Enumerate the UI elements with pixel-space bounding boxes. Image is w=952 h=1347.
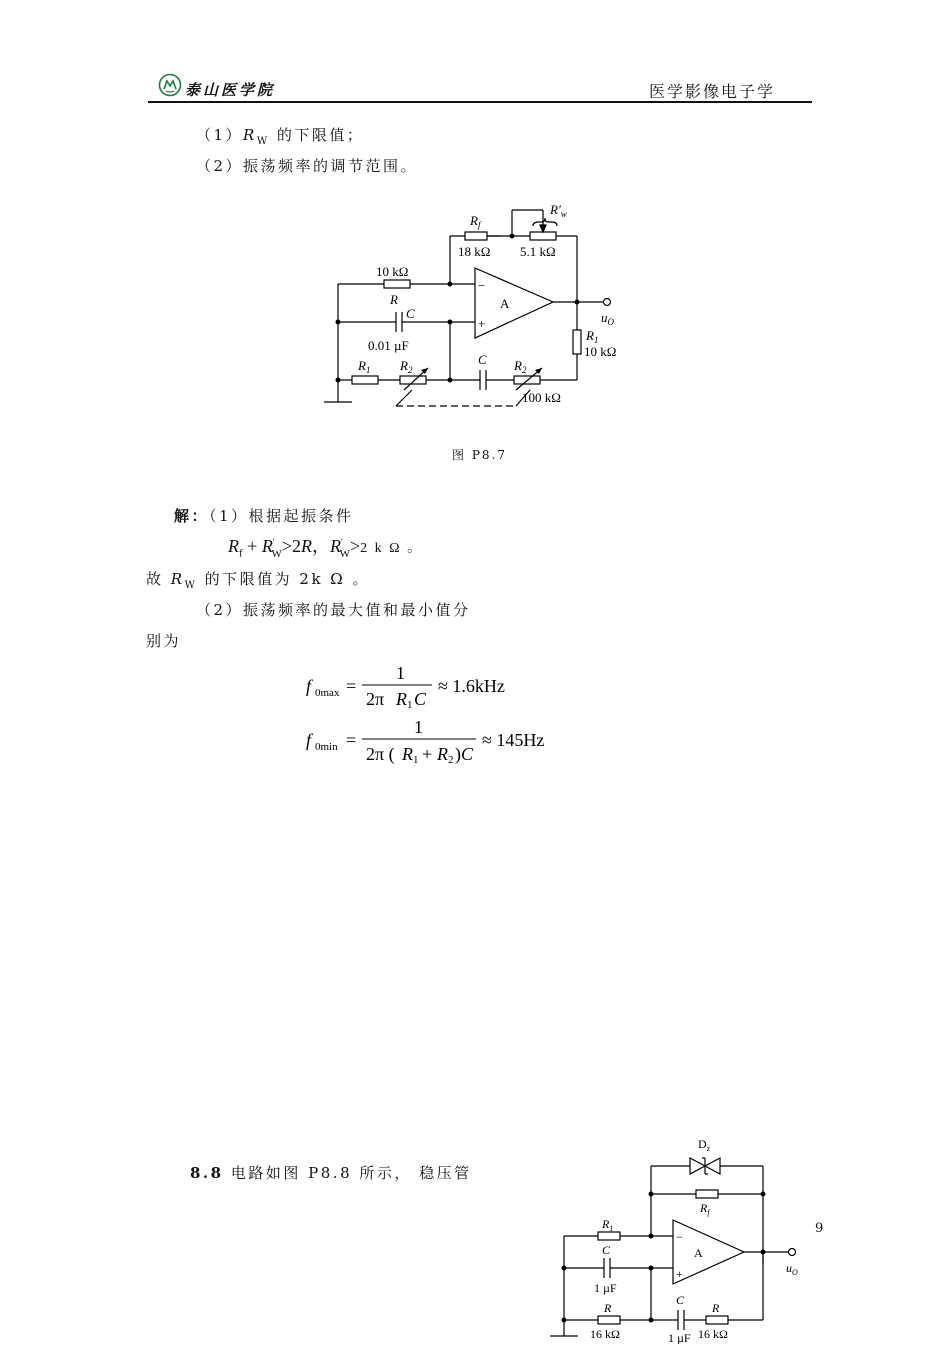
svg-text:): ) (455, 744, 461, 764)
p87-r-top-value: 10 kΩ (376, 264, 409, 279)
problem-8-8-text: 电路如图 P8.8 所示， 稳压管 (230, 1164, 472, 1182)
conclusion-sub: W (184, 580, 198, 591)
circuit-figure-p88 (548, 1132, 808, 1344)
p88-bottom-r-label: R (712, 1301, 720, 1315)
formula-fmax (300, 660, 560, 708)
condition-tail: 2 k Ω 。 (360, 541, 424, 556)
solution-step-1 (174, 505, 354, 526)
svg-text:1: 1 (413, 754, 419, 766)
school-logo-icon (158, 73, 182, 97)
p87-bottom-r2-label: $R_2$ (400, 358, 413, 375)
p87-rw-label: $R'_w$ (550, 202, 567, 219)
p88-bottom-c-label: C (676, 1293, 685, 1307)
p87-bottom-r1-label: $R_1$ (358, 358, 371, 375)
svg-text:C: C (414, 689, 427, 708)
p88-plus: + (676, 1267, 683, 1281)
p88-amp-label: A (694, 1246, 703, 1260)
svg-text:R: R (402, 744, 413, 764)
p87-r2-value: 100 kΩ (522, 390, 561, 405)
p87-minus: − (478, 278, 486, 293)
p87-c-value: 0.01 µF (368, 338, 409, 353)
conclusion-prefix: 故 (146, 570, 171, 588)
solution-step1-text: （1）根据起振条件 (209, 507, 354, 525)
school-name: 泰山医学院 (185, 81, 276, 99)
p88-r1-label: $R_1$ (602, 1217, 614, 1233)
header-rule (148, 101, 812, 103)
svg-text:R: R (396, 689, 407, 708)
p87-plus: + (478, 316, 486, 331)
svg-text:2π (: 2π ( (366, 744, 395, 764)
formula-fmin (300, 714, 570, 766)
svg-text:f: f (306, 676, 312, 696)
svg-text:1: 1 (414, 717, 423, 737)
p87-r-label: R (390, 292, 398, 307)
figure-caption-p87: 图 P8.7 (452, 448, 507, 462)
p88-c-label: C (602, 1243, 611, 1257)
p87-c-label: C (406, 306, 415, 321)
p87-rw-value: 5.1 kΩ (520, 244, 556, 259)
q1-sub: W (256, 136, 270, 147)
fmin-result: ≈ 145Hz (482, 730, 545, 750)
solution-jie: 解： (174, 507, 210, 525)
page-number: 9 (815, 1221, 824, 1236)
svg-text:+: + (422, 744, 433, 764)
fmax-result: ≈ 1.6kHz (438, 676, 505, 696)
svg-text:2π: 2π (366, 689, 385, 708)
p88-r-value: 16 kΩ (590, 1327, 620, 1341)
p88-bottom-c-value: 1 µF (668, 1331, 691, 1344)
p88-dz-label: $D_z$ (698, 1137, 711, 1153)
conclusion-var: R (170, 570, 185, 588)
svg-text:=: = (346, 676, 357, 696)
oscillation-condition: $R_f + R'_W>2R$，$R'_W>2$ k Ω 。 (228, 536, 424, 560)
p87-r1-label: $R_1$ (586, 328, 599, 345)
question-1 (196, 124, 364, 147)
p88-uo-label: $u_O$ (786, 1261, 798, 1277)
svg-text:C: C (461, 744, 474, 764)
p88-minus: − (676, 1230, 683, 1244)
p87-r1-value: 10 kΩ (584, 344, 617, 359)
p88-bottom-r-value: 16 kΩ (698, 1327, 728, 1341)
solution-conclusion (146, 568, 370, 591)
svg-text:R: R (437, 744, 448, 764)
svg-text:0max: 0max (315, 687, 340, 699)
p88-rf-label: $R_f$ (700, 1201, 710, 1217)
p87-rf-value: 18 kΩ (458, 244, 491, 259)
svg-text:1: 1 (396, 663, 405, 683)
solution-step-2-cont: 别为 (146, 632, 182, 650)
q1-var: R (243, 126, 257, 144)
svg-text:=: = (346, 730, 357, 750)
svg-text:1: 1 (407, 699, 413, 708)
p88-r-label: R (604, 1301, 612, 1315)
svg-text:2: 2 (448, 754, 454, 766)
conclusion-suffix: 的下限值为 2k Ω 。 (197, 570, 371, 588)
q1-suffix: 的下限值； (269, 126, 365, 144)
problem-8-8-number: 8.8 (190, 1164, 224, 1182)
question-2: （2）振荡频率的调节范围。 (196, 157, 419, 175)
solution-step-2: （2）振荡频率的最大值和最小值分 (196, 601, 471, 619)
p87-amp-label: A (500, 296, 510, 311)
problem-8-8 (190, 1162, 472, 1183)
svg-text:f: f (306, 730, 312, 750)
p87-bottom-c-label: C (478, 352, 487, 367)
svg-text:0min: 0min (315, 741, 338, 753)
circuit-figure-p87 (320, 198, 630, 410)
p87-rf-label: $R_f$ (470, 213, 481, 230)
course-title: 医学影像电子学 (649, 82, 776, 101)
p88-c-value: 1 µF (594, 1281, 617, 1295)
p87-bottom-r2b-label: $R_2$ (514, 358, 527, 375)
p87-uo-label: $u_O$ (601, 310, 614, 327)
q1-prefix: （1） (196, 126, 244, 144)
